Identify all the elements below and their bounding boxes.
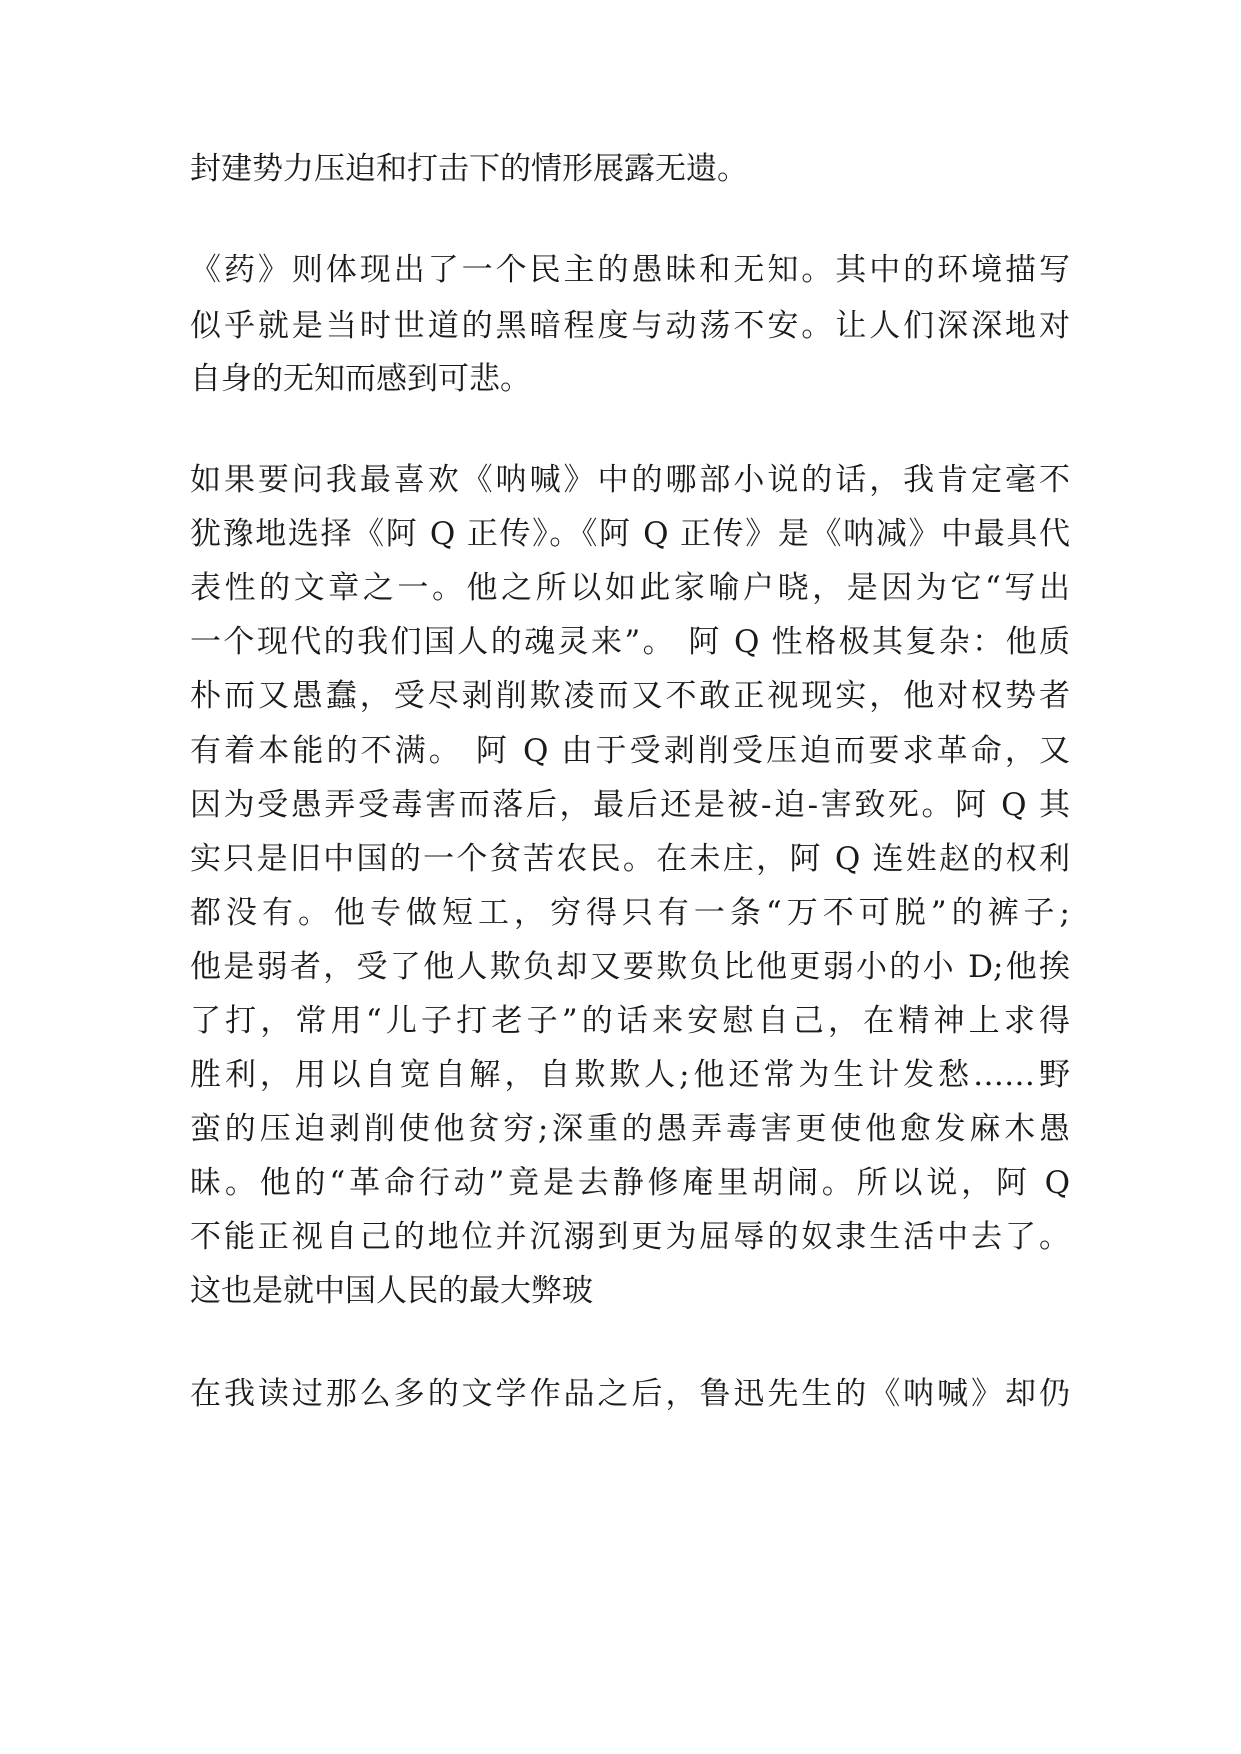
paragraph-line: 了打，常用“儿子打老子”的话来安慰自己，在精神上求得 — [190, 1003, 1070, 1039]
paragraph-line: 《药》则体现出了一个民主的愚昧和无知。其中的环境描写 — [190, 252, 1070, 288]
paragraph-line: 胜利，用以自宽自解，自欺欺人;他还常为生计发愁……野 — [190, 1057, 1070, 1093]
paragraph-line: 如果要问我最喜欢《呐喊》中的哪部小说的话，我肯定毫不 — [190, 462, 1070, 498]
paragraph-line: 朴而又愚蠢，受尽剥削欺凌而又不敢正视现实，他对权势者 — [190, 678, 1070, 714]
paragraph-line: 有着本能的不满。 阿 Q 由于受剥削受压迫而要求革命，又 — [190, 733, 1070, 769]
paragraph-line: 他是弱者，受了他人欺负却又要欺负比他更弱小的小 D;他挨 — [190, 949, 1070, 985]
paragraph-line: 昧。他的“革命行动”竟是去静修庵里胡闹。所以说，阿 Q — [190, 1165, 1070, 1201]
paragraph-line: 实只是旧中国的一个贫苦农民。在未庄，阿 Q 连姓赵的权利 — [190, 841, 1070, 877]
paragraph-line: 都没有。他专做短工，穷得只有一条“万不可脱”的裤子; — [190, 895, 1070, 931]
paragraph-line: 这也是就中国人民的最大弊玻 — [190, 1273, 593, 1309]
paragraph-line: 一个现代的我们国人的魂灵来”。 阿 Q 性格极其复杂：他质 — [190, 624, 1070, 660]
paragraph-line: 表性的文章之一。他之所以如此家喻户晓，是因为它“写出 — [190, 570, 1070, 606]
paragraph-line: 封建势力压迫和打击下的情形展露无遗。 — [190, 151, 748, 187]
paragraph-line: 蛮的压迫剥削使他贫穷;深重的愚弄毒害更使他愈发麻木愚 — [190, 1111, 1070, 1147]
paragraph-line: 不能正视自己的地位并沉溺到更为屈辱的奴隶生活中去了。 — [190, 1219, 1070, 1255]
paragraph-line: 犹豫地选择《阿 Q 正传》。《阿 Q 正传》是《呐减》中最具代 — [190, 516, 1070, 552]
paragraph-line: 自身的无知而感到可悲。 — [190, 361, 531, 397]
paragraph-line: 似乎就是当时世道的黑暗程度与动荡不安。让人们深深地对 — [190, 308, 1070, 344]
paragraph-line: 因为受愚弄受毒害而落后，最后还是被-迫-害致死。阿 Q 其 — [190, 787, 1070, 823]
paragraph-line: 在我读过那么多的文学作品之后，鲁迅先生的《呐喊》却仍 — [190, 1376, 1070, 1412]
